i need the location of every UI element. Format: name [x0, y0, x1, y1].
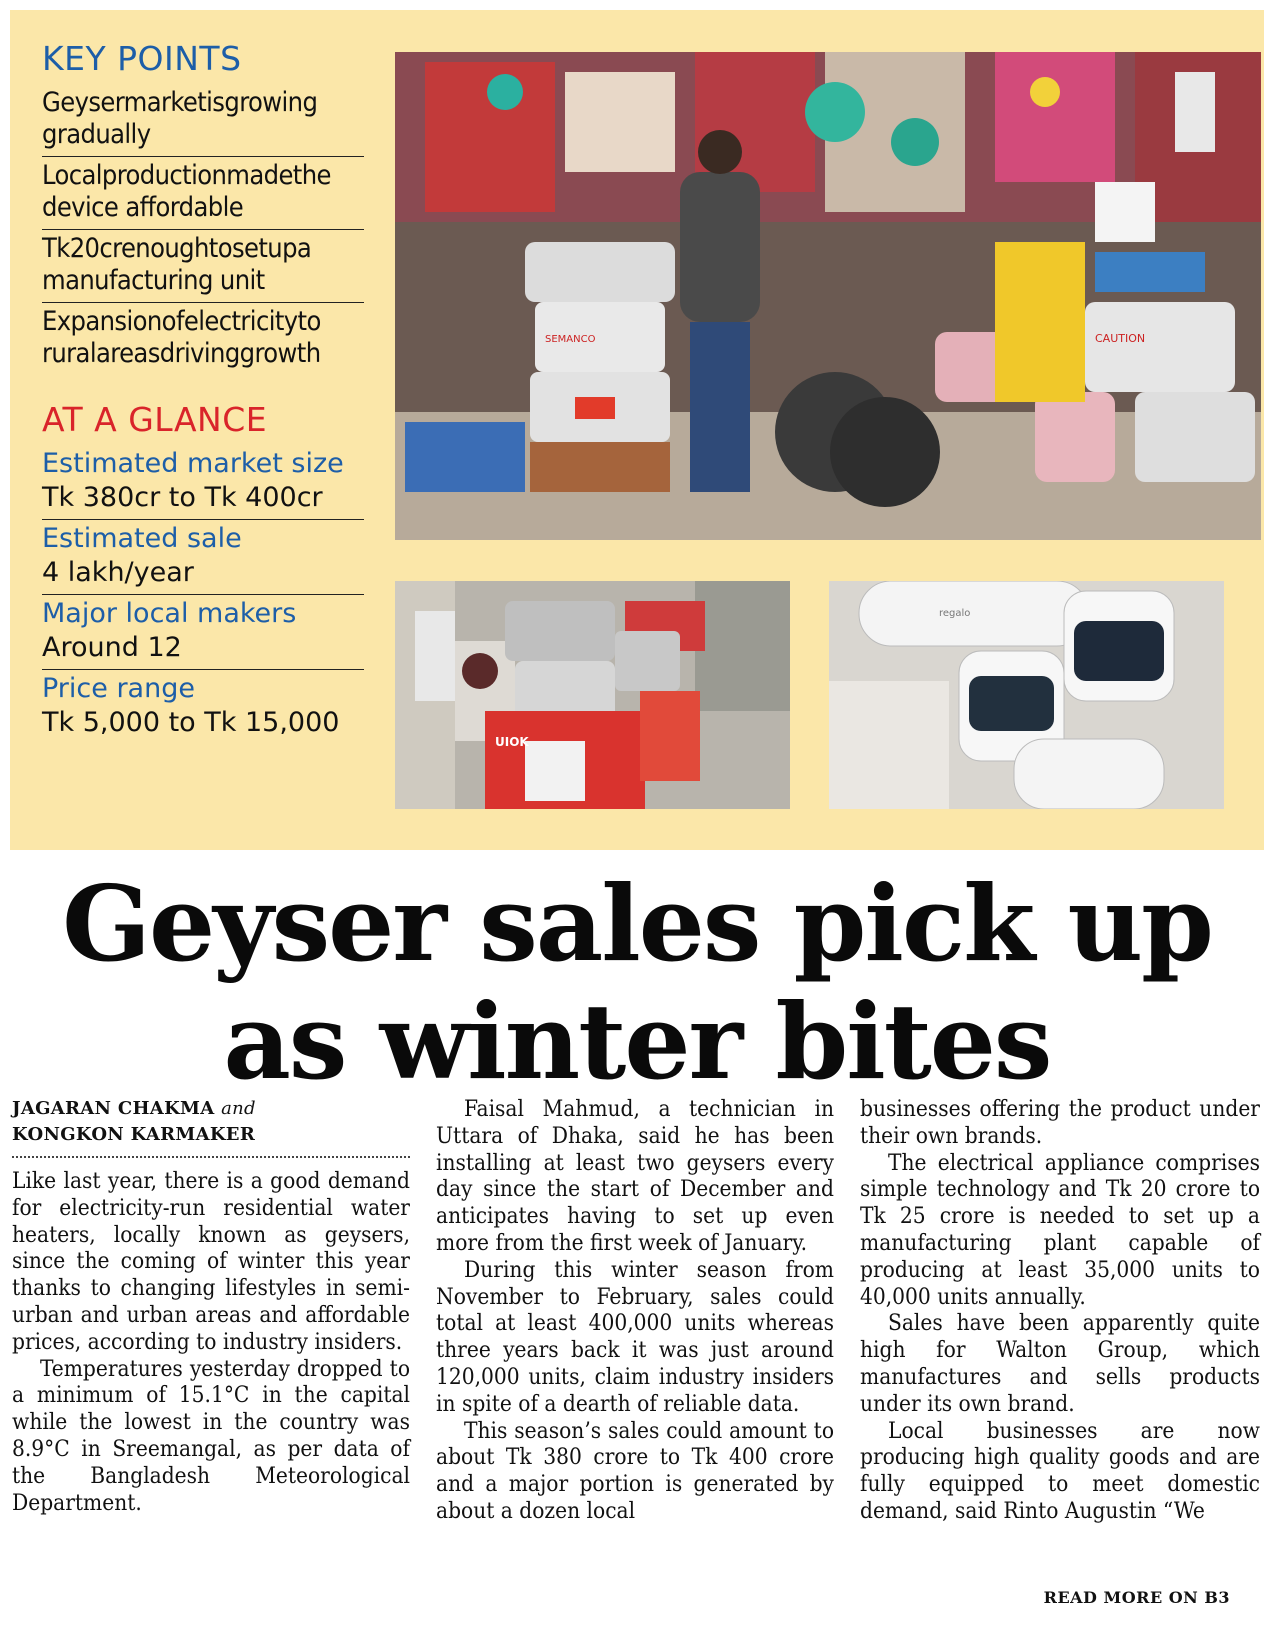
glance-value: 4 lakh/year — [42, 557, 194, 588]
byline-and: and — [221, 1098, 256, 1119]
article-paragraph: Faisal Mahmud, a technician in Uttara of Dhaka, said he has been installing at least two geysers every day since the start of December and anticipates having to set up even more from the first week of January. — [436, 1096, 834, 1256]
caution-label: CAUTION — [1095, 332, 1146, 345]
article-column-2 — [436, 1096, 834, 1525]
glance-row — [42, 670, 364, 744]
key-points-sidebar — [42, 40, 364, 744]
glance-label: Price range — [42, 673, 195, 704]
geyser-boxes-photo — [395, 581, 790, 809]
byline — [12, 1096, 410, 1148]
glance-value: Tk 5,000 to Tk 15,000 — [42, 707, 340, 738]
article-paragraph: During this winter season from November to February, sales could total at least 400,000 units whereas three years back it was just around 120,000 units, claim industry insiders in spite of a dearth of reliable data. — [436, 1256, 834, 1417]
glance-value: Around 12 — [42, 632, 182, 663]
article-column-3 — [860, 1096, 1260, 1525]
key-point-item: Localproductionmadethe device affordable — [42, 157, 364, 230]
brand-label: SEMANCO — [545, 334, 596, 345]
at-a-glance-list — [42, 445, 364, 744]
glance-row — [42, 595, 364, 670]
glance-value: Tk 380cr to Tk 400cr — [42, 482, 323, 513]
key-point-item: Geysermarketisgrowing gradually — [42, 84, 364, 157]
white-brand-label: regalo — [939, 608, 971, 619]
headline — [0, 862, 1274, 1103]
byline-divider — [12, 1156, 410, 1158]
glance-label: Estimated sale — [42, 523, 242, 554]
article-paragraph: businesses offering the product under their own brands. — [860, 1096, 1260, 1149]
glance-label: Major local makers — [42, 598, 297, 629]
key-points-heading: KEY POINTS — [42, 39, 242, 78]
key-points-list — [42, 84, 364, 375]
key-point-item: Tk20crenoughtosetupa manufacturing unit — [42, 230, 364, 303]
white-geysers-photo — [829, 581, 1224, 809]
headline-line-1: Geyser sales pick up — [62, 862, 1212, 985]
article-paragraph: Local businesses are now producing high quality goods and are fully equipped to meet domestic demand, said Rinto Augustin “We — [860, 1417, 1260, 1524]
article-column-1 — [12, 1096, 410, 1516]
headline-line-2: as winter bites — [223, 980, 1051, 1103]
glance-row — [42, 445, 364, 520]
key-point-item: Expansionofelectricityto ruralareasdrivinggrowth — [42, 306, 321, 369]
glance-label: Estimated market size — [42, 448, 344, 479]
article-paragraph: Sales have been apparently quite high for Walton Group, which manufactures and sells products under its own brand. — [860, 1310, 1260, 1417]
article-paragraph: Temperatures yesterday dropped to a minimum of 15.1°C in the capital while the lowest in the country was 8.9°C in Sreemangal, as per data of the Bangladesh Meteorological Department. — [12, 1355, 410, 1516]
article-paragraph: Like last year, there is a good demand for electricity-run residential water heaters, locally known as geysers, since the coming of winter this year thanks to changing lifestyles in semi-urban and urban areas and affordable prices, according to industry insiders. — [12, 1168, 410, 1355]
article-paragraph: The electrical appliance comprises simple technology and Tk 20 crore to Tk 25 crore is needed to set up a manufacturing plant capable of producing at least 35,000 units to 40,000 units annually. — [860, 1149, 1260, 1310]
read-more-link[interactable]: READ MORE ON B3 — [1043, 1588, 1230, 1607]
at-a-glance-heading: AT A GLANCE — [42, 400, 268, 439]
byline-author-2: KONGKON KARMAKER — [12, 1124, 256, 1145]
glance-row — [42, 520, 364, 595]
main-shop-photo — [395, 52, 1261, 540]
box-brand-label: UIOK — [495, 735, 529, 749]
article-paragraph: This season’s sales could amount to about Tk 380 crore to Tk 400 crore and a major portion is generated by about a dozen local — [436, 1417, 834, 1524]
byline-author-1: JAGARAN CHAKMA — [12, 1098, 215, 1119]
